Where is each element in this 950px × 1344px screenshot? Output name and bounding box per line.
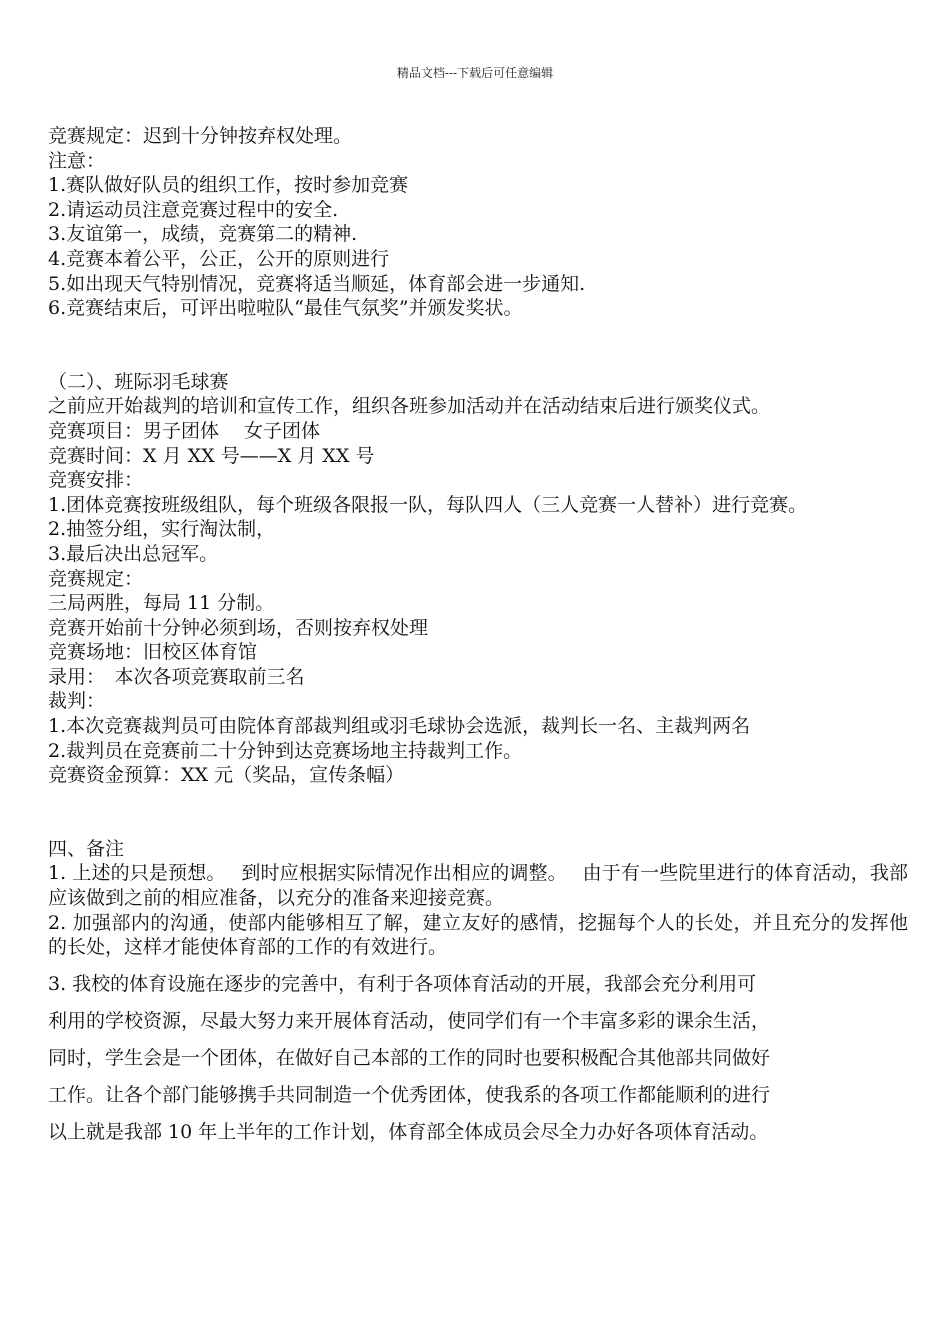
document-body <box>48 124 908 1151</box>
page-header: 精品文档---下载后可任意编辑 <box>396 66 554 80</box>
notice-item-4: 4.竞赛本着公平，公正，公开的原则进行 <box>48 247 390 270</box>
admission: 录用： 本次各项竞赛取前三名 <box>48 665 305 688</box>
note-3-line: 利用的学校资源，尽最大努力来开展体育活动，使同学们有一个丰富多彩的课余生活， <box>48 1009 771 1032</box>
venue: 竞赛场地：旧校区体育馆 <box>48 641 258 664</box>
badminton-intro: 之前应开始裁判的培训和宣传工作，组织各班参加活动并在活动结束后进行颁奖仪式。 <box>48 395 771 418</box>
note-3-line: 以上就是我部 10 年上半年的工作计划，体育部全体成员会尽全力办好各项体育活动。 <box>48 1120 769 1143</box>
notice-item-1: 1.赛队做好队员的组织工作，按时参加竞赛 <box>48 174 409 197</box>
notice-item-2: 2.请运动员注意竞赛过程中的安全. <box>48 198 339 221</box>
arrange-item-1: 1.团体竞赛按班级组队，每个班级各限报一队，每队四人（三人竞赛一人替补）进行竞赛。 <box>48 493 808 516</box>
notice-label: 注意： <box>48 149 106 172</box>
notice-item-5: 5.如出现天气特别情况，竞赛将适当顺延，体育部会进一步通知. <box>48 272 586 295</box>
rules-label: 竞赛规定： <box>48 567 144 590</box>
note-3-line: 同时，学生会是一个团体，在做好自己本部的工作的同时也要积极配合其他部共同做好 <box>48 1046 771 1069</box>
rules-item-2: 竞赛开始前十分钟必须到场，否则按弃权处理 <box>48 616 429 639</box>
budget: 竞赛资金预算：XX 元（奖品，宣传条幅） <box>48 764 405 787</box>
referee-item-2: 2.裁判员在竞赛前二十分钟到达竞赛场地主持裁判工作。 <box>48 739 523 762</box>
note-3-line: 工作。让各个部门能够携手共同制造一个优秀团体，使我系的各项工作都能顺利的进行 <box>48 1083 771 1106</box>
arrange-item-3: 3.最后决出总冠军。 <box>48 542 219 565</box>
notice-item-3: 3.友谊第一，成绩，竞赛第二的精神. <box>48 223 358 246</box>
rule-late: 竞赛规定：迟到十分钟按弃权处理。 <box>48 125 353 147</box>
note-3-line: 3. 我校的体育设施在逐步的完善中，有利于各项体育活动的开展，我部会充分利用可 <box>48 972 757 995</box>
arrange-label: 竞赛安排： <box>48 469 144 492</box>
arrange-item-2: 2.抽签分组，实行淘汰制， <box>48 518 276 541</box>
badminton-items: 竞赛项目：男子团体 女子团体 <box>48 419 321 442</box>
note-3 <box>48 966 908 1151</box>
section-title-badminton: （二）、班际羽毛球赛 <box>48 370 229 393</box>
rules-item-1: 三局两胜，每局 11 分制。 <box>48 592 275 615</box>
referee-item-1: 1.本次竞赛裁判员可由院体育部裁判组或羽毛球协会选派，裁判长一名、主裁判两名 <box>48 715 751 738</box>
note-1: 1. 上述的只是预想。 到时应根据实际情况作出相应的调整。 由于有一些院里进行的体育活动，我部应该做到之前的相应准备，以充分的准备来迎接竞赛。 <box>48 862 908 910</box>
badminton-time: 竞赛时间：X 月 XX 号——X 月 XX 号 <box>48 444 375 467</box>
note-2: 2. 加强部内的沟通，使部内能够相互了解，建立友好的感情，挖掘每个人的长处，并且充分的发挥他的长处，这样才能使体育部的工作的有效进行。 <box>48 911 908 959</box>
notice-item-6: 6.竞赛结束后，可评出啦啦队“最佳气氛奖”并颁发奖状。 <box>48 297 523 320</box>
referee-label: 裁判： <box>48 690 106 713</box>
section-title-notes: 四、备注 <box>48 837 125 860</box>
